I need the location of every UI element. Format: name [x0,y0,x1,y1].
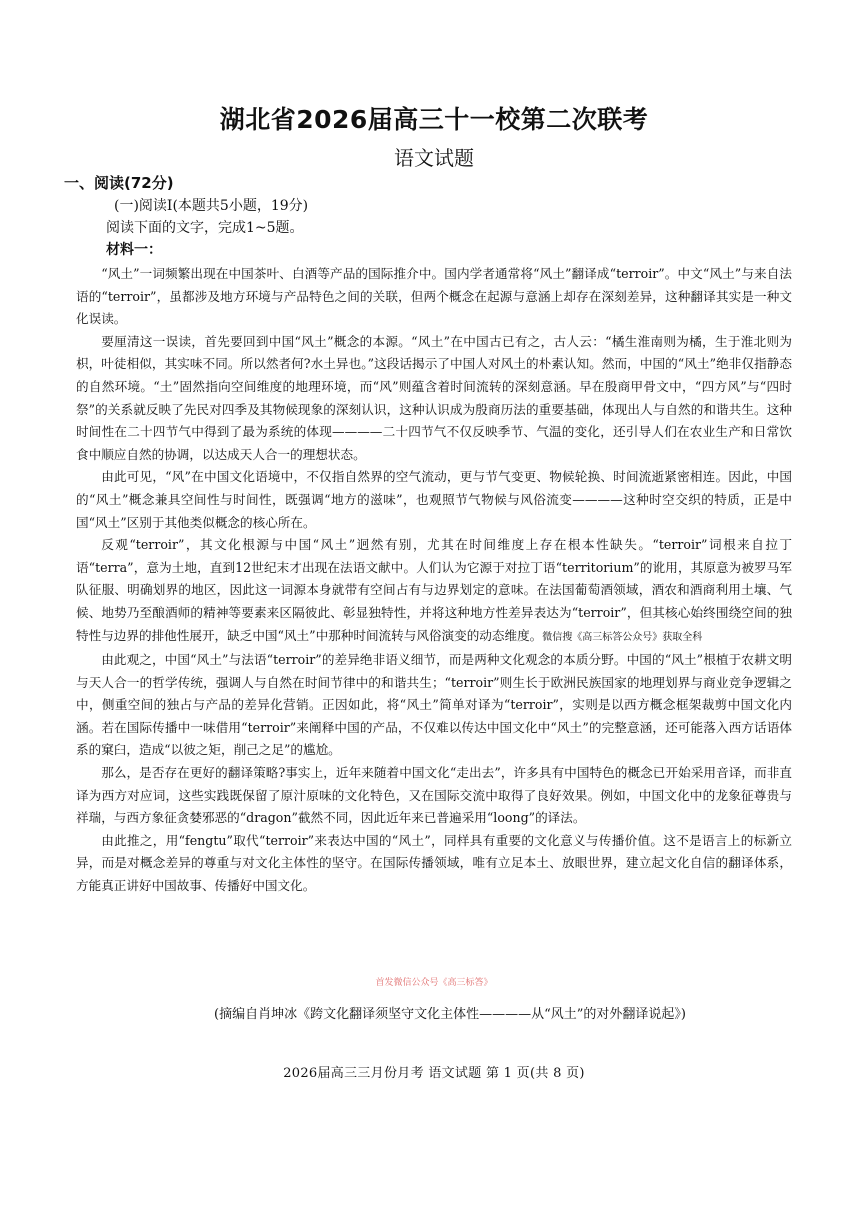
paragraph-6: 那么，是否存在更好的翻译策略?事实上，近年来随着中国文化“走出去”，许多具有中国特色的概念已开始采用音译，而非直译为西方对应词，这些实践既保留了原汁原味的文化特色，又在国际交流中取得了良好效果。例如，中国文化中的龙象征尊贵与祥瑞，与西方象征贪婪邪恶的“dragon”截然不同，因此近年来已普遍采用“loong”的译法。 [76,765,792,826]
exam-title: 湖北省2026届高三十一校第二次联考 [219,105,649,134]
paragraph-4 [76,534,792,649]
paragraph-4-text: 反观“terroir”，其文化根源与中国“风土”迥然有别，尤其在时间维度上存在根本性缺失。“terroir”词根来自拉丁语“terra”，意为土地，直到12世纪末才出现在法语文献中。人们认为它源于对拉丁语“territorium”的讹用，其原意为被罗马军队征服、明确划界的地区，因此这一词源本身就带有空间占有与边界划定的意味。在法国葡萄酒领域，酒农和酒商利用土壤、气候、地势乃至酿酒师的精神等要素来区隔彼此、彰显独特性，并将这种地方性差异表达为“terroir”，但其核心始终围绕空间的独特性与边界的排他性展开，缺乏中国“风土”中那种时间流转与风俗演变的动态维度。 [76,537,792,643]
page-footer: 2026届高三三月份月考 语文试题 第 1 页(共 8 页) [283,1066,585,1081]
material-label: 材料一： [106,242,162,258]
reading-instruction: 阅读下面的文字，完成1~5题。 [106,220,304,236]
source-citation: (摘编自肖坤冰《跨文化翻译须坚守文化主体性————从“风土”的对外翻译说起》) [214,1007,686,1022]
paragraph-2: 要厘清这一误读，首先要回到中国“风土”概念的本源。“风土”在中国古已有之，古人云：“橘生淮南则为橘，生于淮北则为枳，叶徒相似，其实味不同。所以然者何?水土异也。”这段话揭示了中国人对风土的朴素认知。然而，中国的“风土”绝非仅指静态的自然环境。“土”固然指向空间维度的地理环境，而“风”则蕴含着时间流转的深刻意涵。早在殷商甲骨文中，“四方风”与“四时祭”的关系就反映了先民对四季及其物候现象的深刻认识，这种认识成为殷商历法的重要基础，体现出人与自然的和谐共生。这种时间性在二十四节气中得到了最为系统的体现————二十四节气不仅反映季节、气温的变化，还引导人们在农业生产和日常饮食中顺应自然的协调，以达成天人合一的理想状态。 [76,333,792,462]
exam-subtitle: 语文试题 [394,146,474,170]
inline-note: 微信搜《高三标答公众号》获取全科 [542,631,703,643]
paragraph-5: 由此观之，中国“风土”与法语“terroir”的差异绝非语义细节，而是两种文化观念的本质分野。中国的“风土”根植于农耕文明与天人合一的哲学传统，强调人与自然在时间节律中的和谐共生；“terroir”则生长于欧洲民族国家的地理划界与商业竞争逻辑之中，侧重空间的独占与产品的差异化营销。正因如此，将“风土”简单对译为“terroir”，实则是以西方概念框架裁剪中国文化内涵。若在国际传播中一味借用“terroir”来阐释中国的产品，不仅难以传达中国文化中“风土”的完整意涵，还可能落入西方话语体系的窠臼，造成“以彼之矩，削己之足”的尴尬。 [76,652,792,758]
passage-body [76,263,792,898]
paragraph-3: 由此可见，“风”在中国文化语境中，不仅指自然界的空气流动，更与节气变更、物候轮换、时间流逝紧密相连。因此，中国的“风土”概念兼具空间性与时间性，既强调“地方的滋味”，也观照节气物候与风俗流变————这种时空交织的特质，正是中国“风土”区别于其他类似概念的核心所在。 [76,469,792,530]
paragraph-7: 由此推之，用“fengtu”取代“terroir”来表达中国的“风土”，同样具有重要的文化意义与传播价值。这不是语言上的标新立异，而是对概念差异的尊重与对文化主体性的坚守。在国际传播领域，唯有立足本土、放眼世界，建立起文化自信的翻译体系，方能真正讲好中国故事、传播好中国文化。 [76,832,792,894]
section-subheading: (一)阅读Ⅰ(本题共5小题，19分) [114,198,309,214]
paragraph-1: “风土”一词频繁出现在中国茶叶、白酒等产品的国际推介中。国内学者通常将“风土”翻译成“terroir”。中文“风土”与来自法语的“terroir”，虽都涉及地方环境与产品特色之间的关联，但两个概念在起源与意涵上却存在深刻差异，这种翻译其实是一种文化误读。 [76,266,792,327]
section-heading: 一、阅读(72分) [64,174,174,192]
watermark-text: 首发微信公众号《高三标答》 [375,978,493,988]
